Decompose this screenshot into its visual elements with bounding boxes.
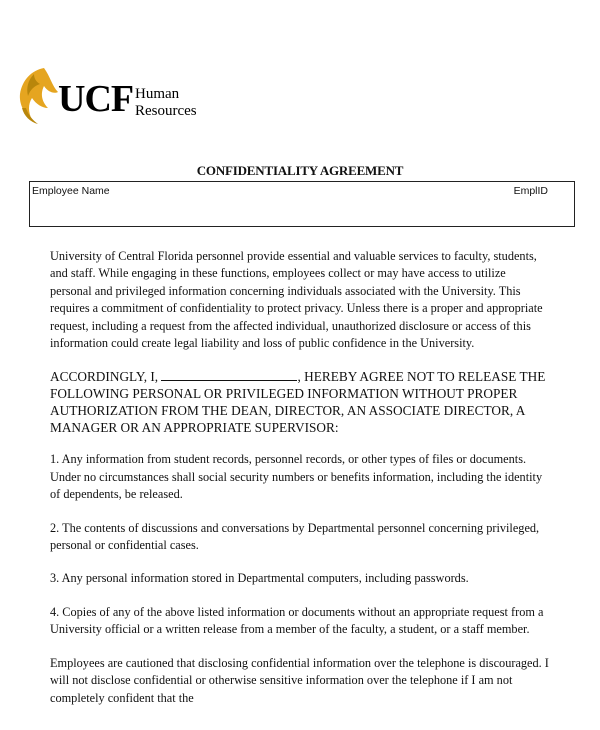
item-4: 4. Copies of any of the above listed information or documents without an appropriate request from a University official or a written release from a member of the faculty, a student, or a staff member. — [50, 604, 544, 637]
item-3: 3. Any personal information stored in Departmental computers, including passwords. — [50, 571, 469, 586]
agreement-statement — [50, 368, 550, 436]
logo-dept-line2: Resources — [135, 103, 197, 119]
item-2: 2. The contents of discussions and conversations by Departmental personnel concerning privileged, personal or confidential cases. — [50, 520, 540, 553]
caution-paragraph: Employees are cautioned that disclosing confidential information over the telephone is discouraged. I will not disclose confidential or otherwise sensitive information over the telephone if I am not completely confident that the — [50, 655, 549, 705]
logo-department — [135, 86, 197, 120]
logo-dept-line1: Human — [135, 86, 180, 102]
name-blank-line[interactable] — [161, 369, 297, 381]
agreement-prefix: ACCORDINGLY, I, — [50, 369, 159, 385]
item-1: 1. Any information from student records, personnel records, or other types of files or documents. Under no circumstances shall social security numbers or benefits information, including the identity of dependents, be released. — [50, 452, 543, 502]
ucf-logo — [14, 60, 214, 130]
logo-wordmark: UCF — [58, 78, 134, 120]
agreement-suffix: , HEREBY AGREE NOT TO RELEASE THE FOLLOWING PERSONAL OR PRIVILEGED INFORMATION WITHOUT PROPER AUTHORIZATION FROM THE DEAN, DIRECTOR, AN ASSOCIATE DIRECTOR, A MANAGER OR AN APPROPRIATE SUPERVISOR: — [50, 369, 546, 436]
document-title: CONFIDENTIALITY AGREEMENT — [196, 163, 404, 178]
employee-name-label: Employee Name — [32, 185, 110, 197]
employee-info-box[interactable] — [29, 181, 575, 227]
pegasus-icon — [14, 64, 58, 126]
intro-paragraph: University of Central Florida personnel provide essential and valuable services to faculty, students, and staff. While engaging in these functions, employees collect or may have access to utilize personal and privileged information concerning individuals associated with the University. This requires a commitment of confidentiality to protect privacy. Unless there is a proper and appropriate request, including a request from the affected individual, unauthorized disclosure or access of this information could create legal liability and loss of public confidence in the University. — [50, 249, 543, 351]
agreement-body — [50, 248, 550, 723]
empl-id-label: EmplID — [513, 185, 548, 197]
